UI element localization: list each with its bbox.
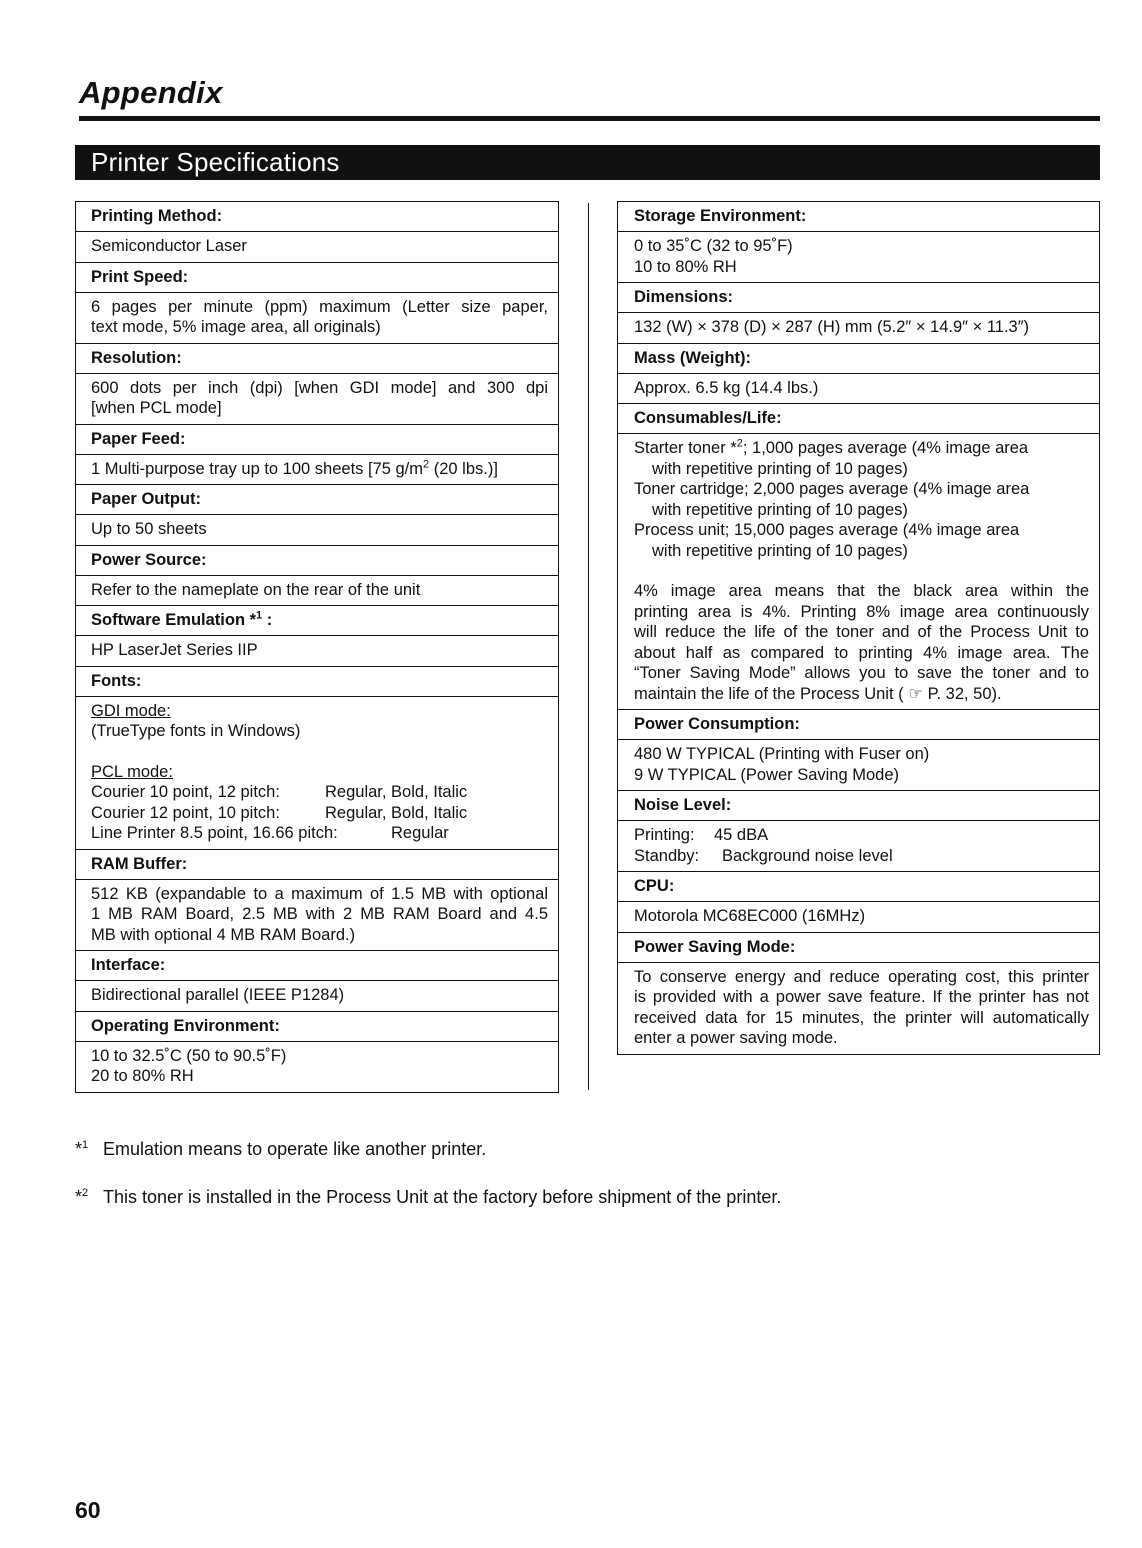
spec-label-text: Software Emulation [91, 611, 250, 629]
spec-line: MB with optional 4 MB RAM Board.) [91, 925, 356, 944]
spacer [634, 561, 1089, 581]
spec-value-consumables [617, 433, 1100, 709]
spec-line: Toner cartridge; 2,000 pages average (4% image area [634, 480, 1030, 498]
footnote-1 [75, 1138, 486, 1160]
heading-rule [79, 116, 1100, 121]
pcl-font-row: Courier 12 point, 10 pitch: Regular, Bold, Italic [91, 803, 468, 822]
spec-value-print-speed [75, 292, 559, 343]
spec-label-software-emulation [75, 605, 559, 635]
spec-label-power-source: Power Source: [75, 545, 559, 575]
spec-label-print-speed: Print Speed: [75, 262, 559, 292]
spec-line: 20 to 80% RH [91, 1067, 194, 1085]
noise-row: Standby: Background noise level [634, 846, 893, 865]
spec-label-mass: Mass (Weight): [617, 343, 1100, 373]
spec-line: Starter toner *$^2$; 1,000 pages average (4% image area [634, 437, 1029, 457]
page-reference-icon: ☞ [908, 684, 924, 703]
page-heading: Appendix [79, 75, 223, 110]
spec-line: with repetitive printing of 10 pages) [652, 500, 908, 519]
spec-value-fonts [75, 696, 559, 849]
footnote-marker: *$^1$ [75, 1139, 89, 1159]
footnote-2 [75, 1186, 781, 1208]
spec-line: with repetitive printing of 10 pages) [652, 459, 908, 478]
spec-line: maintain the life of the Process Unit ( ☞ P. 32, 50). [634, 684, 1002, 703]
superscript: 2 [736, 437, 743, 450]
spec-value-resolution [75, 373, 559, 424]
spec-line: [when PCL mode] [91, 399, 222, 417]
pcl-font-row: Line Printer 8.5 point, 16.66 pitch: Regular [91, 824, 449, 842]
spec-value-software-emulation: HP LaserJet Series IIP [75, 635, 559, 666]
spec-label-operating-environment: Operating Environment: [75, 1011, 559, 1041]
spec-line: received data for 15 minutes, the printer will automatically [634, 1008, 1089, 1027]
spec-label-power-consumption: Power Consumption: [617, 709, 1100, 739]
spec-label-paper-output: Paper Output: [75, 484, 559, 514]
page-number: 60 [75, 1497, 101, 1523]
spec-line: “Toner Saving Mode” allows you to save the toner and to [634, 664, 1089, 682]
spacer [91, 742, 548, 762]
column-divider [588, 203, 589, 1090]
spec-line: 0 to 35˚C (32 to 95˚F) [634, 237, 793, 255]
spec-line: Process unit; 15,000 pages average (4% image area [634, 521, 1020, 539]
spec-line: printing area is 4%. Printing 8% image area continuously [634, 602, 1089, 621]
spec-value-paper-output: Up to 50 sheets [75, 514, 559, 545]
left-spec-column [75, 201, 559, 1093]
spec-value-storage-environment [617, 231, 1100, 282]
spec-value-cpu: Motorola MC68EC000 (16MHz) [617, 901, 1100, 932]
spec-value-noise-level [617, 820, 1100, 871]
spec-line: 6 pages per minute (ppm) maximum (Letter size paper, [91, 297, 548, 316]
spec-line: enter a power saving mode. [634, 1029, 838, 1047]
right-spec-column [617, 201, 1100, 1055]
spec-value-dimensions: 132 (W) × 378 (D) × 287 (H) mm (5.2″ × 14.9″ × 11.3″) [617, 312, 1100, 343]
section-banner [75, 145, 1100, 180]
spec-line: 1 MB RAM Board, 2.5 MB with 2 MB RAM Board and 4.5 [91, 905, 548, 923]
spec-value-power-consumption [617, 739, 1100, 790]
spec-label-cpu: CPU: [617, 871, 1100, 901]
spec-label-ram-buffer: RAM Buffer: [75, 849, 559, 879]
spec-line: 512 KB (expandable to a maximum of 1.5 MB with optional [91, 884, 548, 903]
footnote-mark: * [249, 611, 257, 629]
footnote-text: This toner is installed in the Process Unit at the factory before shipment of the printer. [103, 1187, 782, 1207]
pcl-mode-title: PCL mode: [91, 762, 173, 781]
spec-value-ram-buffer [75, 879, 559, 951]
superscript: 1 [256, 609, 263, 622]
spec-line: To conserve energy and reduce operating cost, this printer [634, 967, 1089, 986]
spec-line: 10 to 32.5˚C (50 to 90.5˚F) [91, 1046, 287, 1065]
spec-line: 9 W TYPICAL (Power Saving Mode) [634, 765, 900, 784]
section-title: Printer Specifications [91, 147, 340, 177]
spec-label-power-saving-mode: Power Saving Mode: [617, 932, 1100, 962]
spec-label-noise-level: Noise Level: [617, 790, 1100, 820]
spec-label-resolution: Resolution: [75, 343, 559, 373]
footnote-text: Emulation means to operate like another printer. [103, 1139, 487, 1159]
spec-value-power-source: Refer to the nameplate on the rear of the unit [75, 575, 559, 606]
footnote-mark: * [730, 439, 737, 457]
spec-line: (TrueType fonts in Windows) [91, 722, 301, 740]
spec-line: will reduce the life of the toner and of the Process Unit to [634, 623, 1089, 641]
spec-value-interface: Bidirectional parallel (IEEE P1284) [75, 980, 559, 1011]
spec-label-paper-feed: Paper Feed: [75, 424, 559, 454]
spec-label-consumables: Consumables/Life: [617, 403, 1100, 433]
spec-value-power-saving-mode [617, 962, 1100, 1055]
spec-label-text: : [262, 611, 273, 629]
spec-line: is provided with a power save feature. If the printer has not [634, 988, 1089, 1006]
spec-value-printing-method: Semiconductor Laser [75, 231, 559, 262]
spec-line: with repetitive printing of 10 pages) [652, 541, 908, 560]
spec-value-mass: Approx. 6.5 kg (14.4 lbs.) [617, 373, 1100, 404]
spec-label-dimensions: Dimensions: [617, 282, 1100, 312]
noise-row: Printing: 45 dBA [634, 826, 769, 844]
spec-line: 600 dots per inch (dpi) [when GDI mode] and 300 dpi [91, 378, 548, 397]
spec-text: (20 lbs.)] [429, 459, 498, 478]
spec-label-storage-environment: Storage Environment: [617, 201, 1100, 231]
footnote-marker: *$^2$ [75, 1187, 89, 1207]
spec-text: 1 Multi-purpose tray up to 100 sheets [75 g/m [91, 459, 424, 478]
gdi-mode-title: GDI mode: [91, 701, 171, 720]
spec-label-interface: Interface: [75, 950, 559, 980]
spec-line: 480 W TYPICAL (Printing with Fuser on) [634, 745, 930, 763]
spec-label-fonts: Fonts: [75, 666, 559, 696]
superscript: 2 [423, 458, 430, 470]
spec-line: 10 to 80% RH [634, 257, 737, 276]
spec-label-printing-method: Printing Method: [75, 201, 559, 231]
spec-value-operating-environment [75, 1041, 559, 1093]
spec-line: 4% image area means that the black area within the [634, 582, 1089, 600]
spec-value-paper-feed [75, 454, 559, 485]
spec-line: about half as compared to printing 4% image area. The [634, 643, 1089, 662]
spec-line: text mode, 5% image area, all originals) [91, 318, 381, 336]
pcl-font-row: Courier 10 point, 12 pitch: Regular, Bold, Italic [91, 783, 468, 801]
